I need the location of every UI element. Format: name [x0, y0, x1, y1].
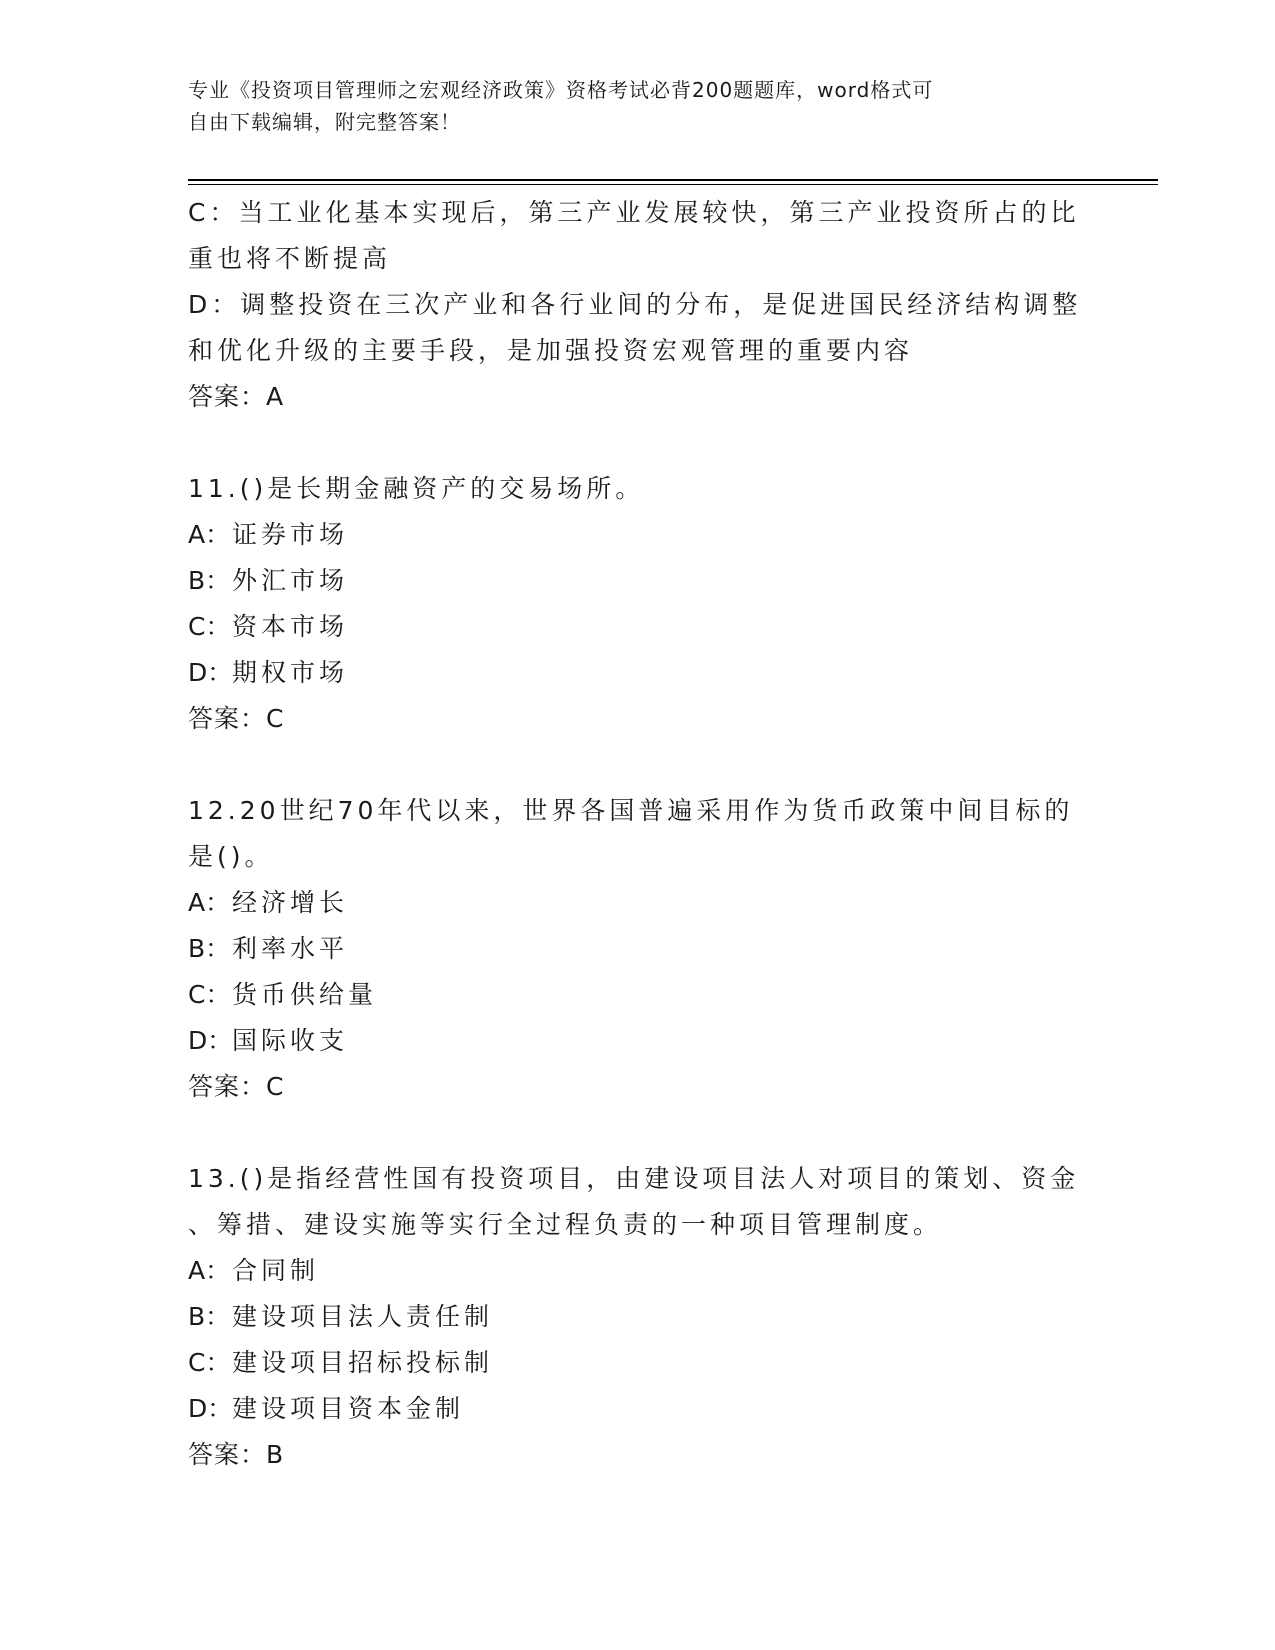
- q10-option-d-line-1: D：调整投资在三次产业和各行业间的分布，是促进国民经济结构调整: [188, 290, 1082, 319]
- option-letter: B：: [188, 566, 231, 595]
- q13-option-d: [188, 1386, 1078, 1432]
- option-letter: D：: [188, 1394, 233, 1423]
- q12-option-b: [188, 926, 1078, 972]
- q10-option-c-line-1: C：当工业化基本实现后，第三产业发展较快，第三产业投资所占的比: [188, 198, 1080, 227]
- option-text: 建设项目法人责任制: [232, 1302, 494, 1331]
- option-letter: A：: [188, 1256, 231, 1285]
- q13-option-b: [188, 1294, 1078, 1340]
- option-text: 建设项目招标投标制: [232, 1348, 494, 1377]
- q12-stem-line-1: 12.20世纪70年代以来，世界各国普遍采用作为货币政策中间目标的: [188, 796, 1074, 825]
- q12-option-c: [188, 972, 1078, 1018]
- document-header: [188, 74, 1068, 138]
- q13-stem-line-1: 13.()是指经营性国有投资项目，由建设项目法人对项目的策划、资金: [188, 1164, 1080, 1193]
- option-text: 外汇市场: [232, 566, 349, 595]
- q12-stem-line-2: 是()。: [188, 842, 274, 871]
- option-letter: C：: [188, 1348, 231, 1377]
- option-letter: A：: [188, 520, 231, 549]
- q13-option-a: [188, 1248, 1078, 1294]
- q13-option-c: [188, 1340, 1078, 1386]
- option-letter: A：: [188, 888, 231, 917]
- q11-option-d: [188, 650, 1078, 696]
- q10-option-c-line-2: 重也将不断提高: [188, 244, 392, 273]
- option-letter: C：: [188, 612, 231, 641]
- q11-option-c: [188, 604, 1078, 650]
- q11-answer: 答案：C: [188, 704, 285, 733]
- option-letter: B：: [188, 934, 231, 963]
- option-text: 国际收支: [232, 1026, 349, 1055]
- option-text: 经济增长: [232, 888, 349, 917]
- option-text: 合同制: [232, 1256, 320, 1285]
- header-divider-thin: [188, 184, 1158, 185]
- option-letter: D：: [188, 658, 233, 687]
- option-letter: B：: [188, 1302, 231, 1331]
- q12-option-a: [188, 880, 1078, 926]
- header-divider-thick: [188, 179, 1158, 181]
- option-text: 货币供给量: [232, 980, 378, 1009]
- option-text: 利率水平: [232, 934, 349, 963]
- q10-option-d-line-2: 和优化升级的主要手段，是加强投资宏观管理的重要内容: [188, 336, 914, 365]
- q13-answer: 答案：B: [188, 1440, 285, 1469]
- header-line-2: 自由下载编辑，附完整答案！: [188, 110, 461, 134]
- q11-option-b: [188, 558, 1078, 604]
- q12-option-d: [188, 1018, 1078, 1064]
- q12-answer: 答案：C: [188, 1072, 285, 1101]
- q11-stem: 11.()是长期金融资产的交易场所。: [188, 474, 645, 503]
- spacer: [188, 742, 1078, 788]
- header-line-1: 专业《投资项目管理师之宏观经济政策》资格考试必背200题题库，word格式可: [188, 78, 934, 102]
- spacer: [188, 420, 1078, 466]
- q11-option-a: [188, 512, 1078, 558]
- option-text: 建设项目资本金制: [232, 1394, 465, 1423]
- option-text: 资本市场: [232, 612, 349, 641]
- question-content: [188, 190, 1082, 1478]
- q13-stem-line-2: 、筹措、建设实施等实行全过程负责的一种项目管理制度。: [188, 1210, 943, 1239]
- spacer: [188, 1110, 1078, 1156]
- option-text: 期权市场: [232, 658, 349, 687]
- option-letter: D：: [188, 1026, 233, 1055]
- q10-answer: 答案：A: [188, 382, 285, 411]
- option-text: 证券市场: [232, 520, 349, 549]
- option-letter: C：: [188, 980, 231, 1009]
